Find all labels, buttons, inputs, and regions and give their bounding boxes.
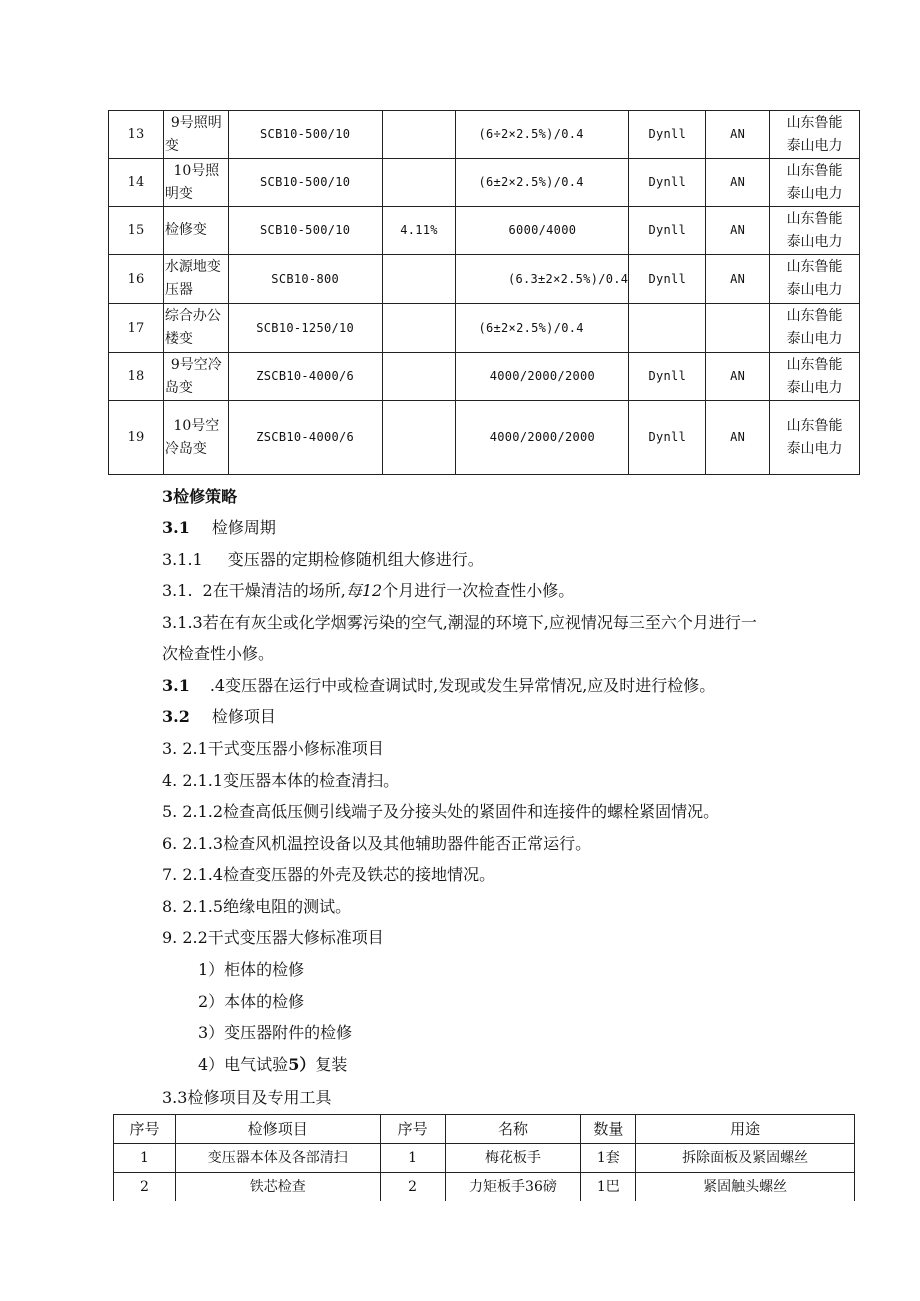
- cell-manufacturer-line: 泰山电力: [786, 282, 843, 298]
- cell-ratio: 6000/4000: [456, 207, 629, 255]
- cell-item: 变压器本体及各部清扫: [175, 1144, 380, 1173]
- cell-ratio: (6±2×2.5%)/0.4: [456, 159, 629, 207]
- cell-connection: Dynll: [629, 353, 706, 401]
- heading-title: 检修周期: [211, 518, 276, 537]
- cell-model: ZSCB10-4000/6: [228, 353, 382, 401]
- cell-seq: 2: [380, 1173, 445, 1202]
- cell-impedance: [382, 255, 456, 304]
- cell-connection: Dynll: [629, 111, 706, 159]
- cell-cooling: AN: [706, 401, 770, 475]
- clause-text-a: 2在干燥清洁的场所,: [202, 581, 346, 600]
- header-usage: 用途: [636, 1115, 855, 1144]
- cell-name: [163, 207, 228, 255]
- cell-manufacturer-line: 山东鲁能: [786, 162, 843, 179]
- cell-name: [163, 255, 228, 304]
- section-heading-3-3: 3.3检修项目及专用工具: [162, 1088, 332, 1107]
- cell-name-line: 变: [164, 137, 179, 154]
- section-heading-3-2: [162, 706, 276, 728]
- cell-name-line: 综合办公: [164, 308, 221, 324]
- cell-manufacturer: [770, 304, 860, 353]
- cell-name-line: 楼变: [164, 331, 193, 347]
- cell-name: [163, 111, 228, 159]
- section-heading-3-1: [162, 517, 276, 539]
- cell-impedance: [382, 401, 456, 475]
- table-row: [114, 1144, 855, 1173]
- cell-manufacturer-line: 山东鲁能: [786, 356, 843, 373]
- cell-ratio: 4000/2000/2000: [456, 353, 629, 401]
- cell-qty: 1套: [581, 1144, 636, 1173]
- cell-name: [163, 159, 228, 207]
- cell-cooling: AN: [706, 255, 770, 304]
- header-item: 检修项目: [175, 1115, 380, 1144]
- cell-connection: Dynll: [629, 255, 706, 304]
- table-row: [109, 111, 860, 159]
- cell-manufacturer-line: 山东鲁能: [786, 114, 843, 131]
- cell-manufacturer-line: 泰山电力: [786, 331, 843, 347]
- cell-name-line: 检修变: [164, 222, 207, 238]
- cell-name: [163, 401, 228, 475]
- list-item: 4. 2.1.1变压器本体的检查清扫。: [162, 771, 400, 790]
- cell-usage: 紧固触头螺丝: [636, 1173, 855, 1202]
- cell-model: SCB10-1250/10: [228, 304, 382, 353]
- header-name: 名称: [445, 1115, 581, 1144]
- cell-name-line: 9号空冷: [170, 356, 222, 373]
- cell-model: ZSCB10-4000/6: [228, 401, 382, 475]
- cell-model: SCB10-500/10: [228, 207, 382, 255]
- clause-number: 3.1: [162, 676, 190, 695]
- list-item: 8. 2.1.5绝缘电阻的测试。: [162, 897, 352, 916]
- table-header-row: [114, 1115, 855, 1144]
- cell-model: SCB10-500/10: [228, 111, 382, 159]
- cell-ratio: (6±2×2.5%)/0.4: [456, 304, 629, 353]
- cell-manufacturer-line: 泰山电力: [786, 233, 843, 250]
- cell-no: 18: [109, 353, 164, 401]
- cell-usage: 拆除面板及紧固螺丝: [636, 1144, 855, 1173]
- table-row: [109, 304, 860, 353]
- table-row: [109, 353, 860, 401]
- cell-impedance: [382, 304, 456, 353]
- cell-seq: 1: [380, 1144, 445, 1173]
- cell-manufacturer: [770, 353, 860, 401]
- cell-manufacturer-line: 山东鲁能: [786, 417, 843, 434]
- list-item: 5. 2.1.2检查高低压侧引线端子及分接头处的紧固件和连接件的螺栓紧固情况。: [162, 802, 720, 821]
- cell-manufacturer-line: 泰山电力: [786, 440, 843, 457]
- cell-ratio: (6÷2×2.5%)/0.4: [456, 111, 629, 159]
- spec-table-body: [109, 111, 860, 475]
- cell-manufacturer: [770, 111, 860, 159]
- heading-number: 3.2: [162, 707, 190, 726]
- cell-tool-name: 梅花板手: [445, 1144, 581, 1173]
- cell-manufacturer: [770, 255, 860, 304]
- cell-no: 17: [109, 304, 164, 353]
- cell-manufacturer-line: 泰山电力: [786, 379, 843, 396]
- paragraph-3-1-1: [162, 549, 484, 571]
- list-item: 7. 2.1.4检查变压器的外壳及铁芯的接地情况。: [162, 865, 496, 884]
- cell-qty: 1巴: [581, 1173, 636, 1202]
- cell-name-line: 压器: [164, 282, 193, 298]
- cell-name: [163, 353, 228, 401]
- cell-name-line: 10号照: [173, 162, 220, 179]
- cell-model: SCB10-800: [228, 255, 382, 304]
- cell-manufacturer-line: 山东鲁能: [786, 210, 843, 227]
- cell-manufacturer: [770, 401, 860, 475]
- cell-no: 13: [109, 111, 164, 159]
- clause-text: .4变压器在运行中或检查调试时,发现或发生异常情况,应及时进行检修。: [209, 676, 716, 695]
- header-seq: 序号: [114, 1115, 176, 1144]
- clause-text: 变压器的定期检修随机组大修进行。: [227, 550, 484, 569]
- cell-no: 14: [109, 159, 164, 207]
- cell-ratio: (6.3±2×2.5%)/0.4: [456, 255, 629, 304]
- paragraph-3-1-3-line2: 次检查性小修。: [162, 644, 275, 663]
- cell-connection: Dynll: [629, 207, 706, 255]
- cell-impedance: [382, 353, 456, 401]
- heading-title: 检修项目: [211, 707, 276, 726]
- cell-manufacturer-line: 泰山电力: [786, 137, 843, 154]
- table-row: [109, 401, 860, 475]
- maintenance-tools-table: [113, 1114, 855, 1201]
- cell-manufacturer: [770, 159, 860, 207]
- cell-item: 铁芯检查: [175, 1173, 380, 1202]
- cell-connection: Dynll: [629, 401, 706, 475]
- cell-impedance: 4.11%: [382, 207, 456, 255]
- clause-number: 3.1.: [162, 581, 193, 600]
- paragraph-3-1-2: [162, 580, 574, 602]
- table-row: [109, 255, 860, 304]
- cell-manufacturer-line: 泰山电力: [786, 185, 843, 202]
- cell-manufacturer: [770, 207, 860, 255]
- cell-cooling: [706, 304, 770, 353]
- cell-manufacturer-line: 山东鲁能: [786, 308, 843, 324]
- cell-name-line: 10号空: [173, 417, 220, 434]
- list-item: 9. 2.2干式变压器大修标准项目: [162, 928, 384, 947]
- cell-cooling: AN: [706, 159, 770, 207]
- transformer-spec-table: [108, 110, 860, 475]
- cell-model: SCB10-500/10: [228, 159, 382, 207]
- tools-table-body: [114, 1144, 855, 1202]
- clause-number: 3.1.1: [162, 550, 203, 569]
- cell-connection: [629, 304, 706, 353]
- cell-seq: 2: [114, 1173, 176, 1202]
- cell-tool-name: 力矩板手36磅: [445, 1173, 581, 1202]
- cell-name-line: 冷岛变: [164, 440, 207, 457]
- item-number: 5）: [288, 1055, 316, 1074]
- cell-cooling: AN: [706, 111, 770, 159]
- overhaul-item-2: 2）本体的检修: [198, 992, 305, 1011]
- item-text: 4）电气试验: [198, 1055, 289, 1074]
- cell-seq: 1: [114, 1144, 176, 1173]
- list-item: 6. 2.1.3检查风机温控设备以及其他辅助器件能否正常运行。: [162, 834, 592, 853]
- section-heading-3: 3检修策略: [162, 487, 238, 506]
- cell-manufacturer-line: 山东鲁能: [786, 259, 843, 275]
- cell-ratio: 4000/2000/2000: [456, 401, 629, 475]
- overhaul-item-4-5: [198, 1054, 347, 1076]
- cell-no: 19: [109, 401, 164, 475]
- cell-name: [163, 304, 228, 353]
- paragraph-3-1-3-line1: 3.1.3若在有灰尘或化学烟雾污染的空气,潮湿的环境下,应视情况每三至六个月进行一: [162, 613, 757, 632]
- overhaul-item-1: 1）柜体的检修: [198, 960, 305, 979]
- header-seq: 序号: [380, 1115, 445, 1144]
- cell-no: 16: [109, 255, 164, 304]
- cell-name-line: 9号照明: [170, 114, 222, 131]
- cell-connection: Dynll: [629, 159, 706, 207]
- table-row: [109, 207, 860, 255]
- cell-impedance: [382, 111, 456, 159]
- cell-no: 15: [109, 207, 164, 255]
- table-row: [109, 159, 860, 207]
- list-item: 3. 2.1干式变压器小修标准项目: [162, 739, 384, 758]
- cell-cooling: AN: [706, 207, 770, 255]
- cell-impedance: [382, 159, 456, 207]
- paragraph-3-1-4: [162, 675, 715, 697]
- heading-number: 3.1: [162, 518, 190, 537]
- cell-name-line: 明变: [164, 185, 193, 202]
- header-qty: 数量: [581, 1115, 636, 1144]
- clause-text-c: 个月进行一次检查性小修。: [382, 581, 575, 600]
- item-text: 复装: [315, 1055, 348, 1074]
- overhaul-item-3: 3）变压器附件的检修: [198, 1023, 353, 1042]
- table-row: [114, 1173, 855, 1202]
- clause-text-italic: 每12: [345, 581, 383, 600]
- cell-name-line: 岛变: [164, 379, 193, 396]
- cell-cooling: AN: [706, 353, 770, 401]
- cell-name-line: 水源地变: [164, 259, 221, 275]
